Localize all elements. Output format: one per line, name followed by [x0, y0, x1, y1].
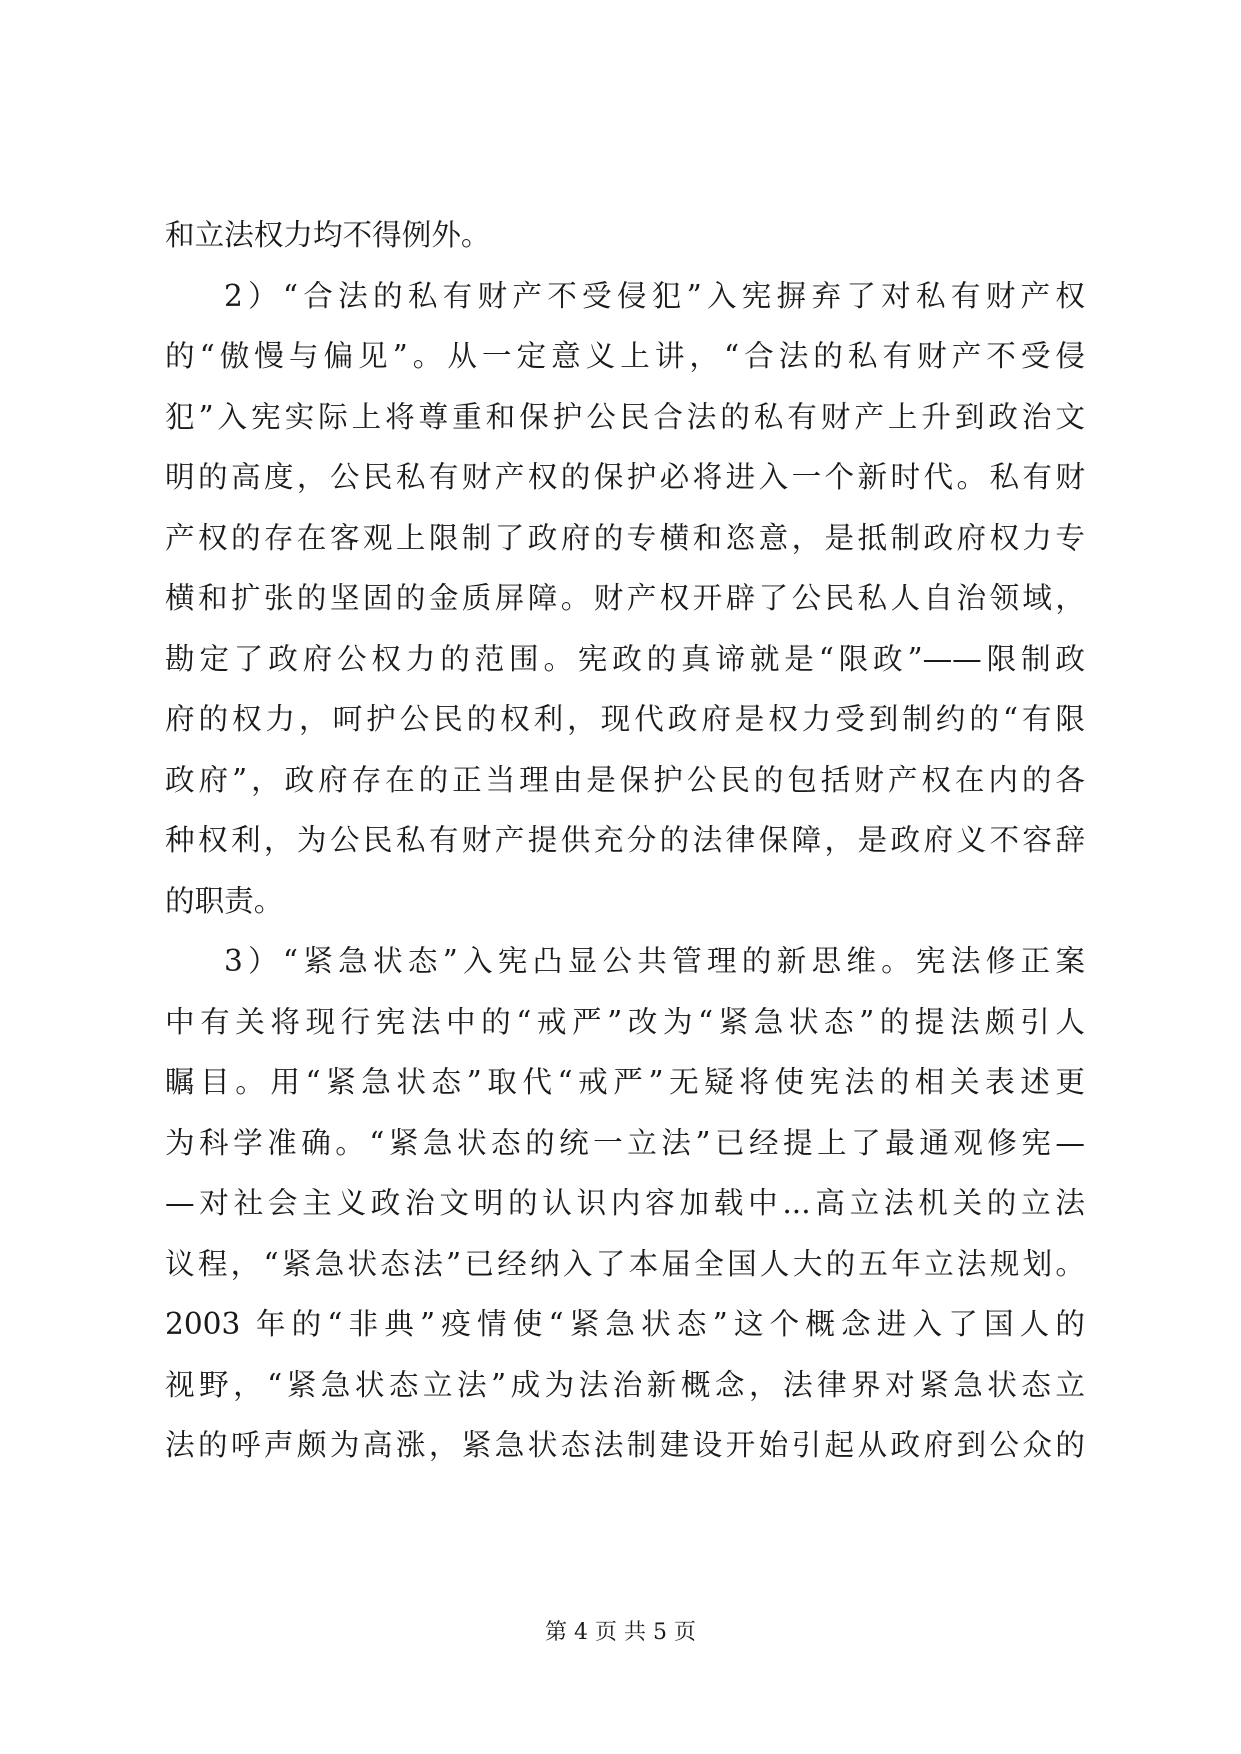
- text-line: 议程，“紧急状态法”已经纳入了本届全国人大的五年立法规划。: [165, 1246, 1085, 1281]
- page-number-footer: 第 4 页 共 5 页: [545, 1620, 696, 1645]
- text-line: 视野，“紧急状态立法”成为法治新概念，法律界对紧急状态立: [165, 1367, 1085, 1402]
- text-line: 法的呼声颇为高涨，紧急状态法制建设开始引起从政府到公众的: [165, 1428, 1085, 1462]
- text-line: 的“傲慢与偏见”。从一定意义上讲，“合法的私有财产不受侵: [165, 339, 1085, 373]
- text-line: 中有关将现行宪法中的“戒严”改为“紧急状态”的提法颇引人: [165, 1004, 1085, 1039]
- text-line: 3）“紧急状态”入宪凸显公共管理的新思维。宪法修正案: [224, 944, 1085, 978]
- text-line: 横和扩张的坚固的金质屏障。财产权开辟了公民私人自治领域，: [165, 581, 1085, 615]
- text-line: —对社会主义政治文明的认识内容加载中...高立法机关的立法: [165, 1186, 1085, 1220]
- body-text: [165, 205, 1085, 1476]
- text-line: 勘定了政府公权力的范围。宪政的真谛就是“限政”——限制政: [165, 641, 1085, 676]
- text-line: 2003 年的“非典”疫情使“紧急状态”这个概念进入了国人的: [165, 1307, 1085, 1341]
- text-line: 种权利，为公民私有财产提供充分的法律保障，是政府义不容辞: [165, 823, 1085, 857]
- text-line: 2）“合法的私有财产不受侵犯”入宪摒弃了对私有财产权: [224, 278, 1085, 313]
- text-line: 为科学准确。“紧急状态的统一立法”已经提上了最通观修宪—: [165, 1125, 1085, 1160]
- text-line: 的职责。: [165, 883, 284, 918]
- text-line: 犯”入宪实际上将尊重和保护公民合法的私有财产上升到政治文: [165, 399, 1085, 434]
- text-line: 产权的存在客观上限制了政府的专横和恣意，是抵制政府权力专: [165, 520, 1085, 555]
- text-line: 瞩目。用“紧急状态”取代“戒严”无疑将使宪法的相关表述更: [165, 1065, 1085, 1099]
- text-line: 政府”，政府存在的正当理由是保护公民的包括财产权在内的各: [165, 762, 1085, 797]
- text-line: 明的高度，公民私有财产权的保护必将进入一个新时代。私有财: [165, 460, 1085, 494]
- text-line: 府的权力，呵护公民的权利，现代政府是权力受到制约的“有限: [165, 702, 1085, 736]
- text-line: 和立法权力均不得例外。: [165, 218, 491, 252]
